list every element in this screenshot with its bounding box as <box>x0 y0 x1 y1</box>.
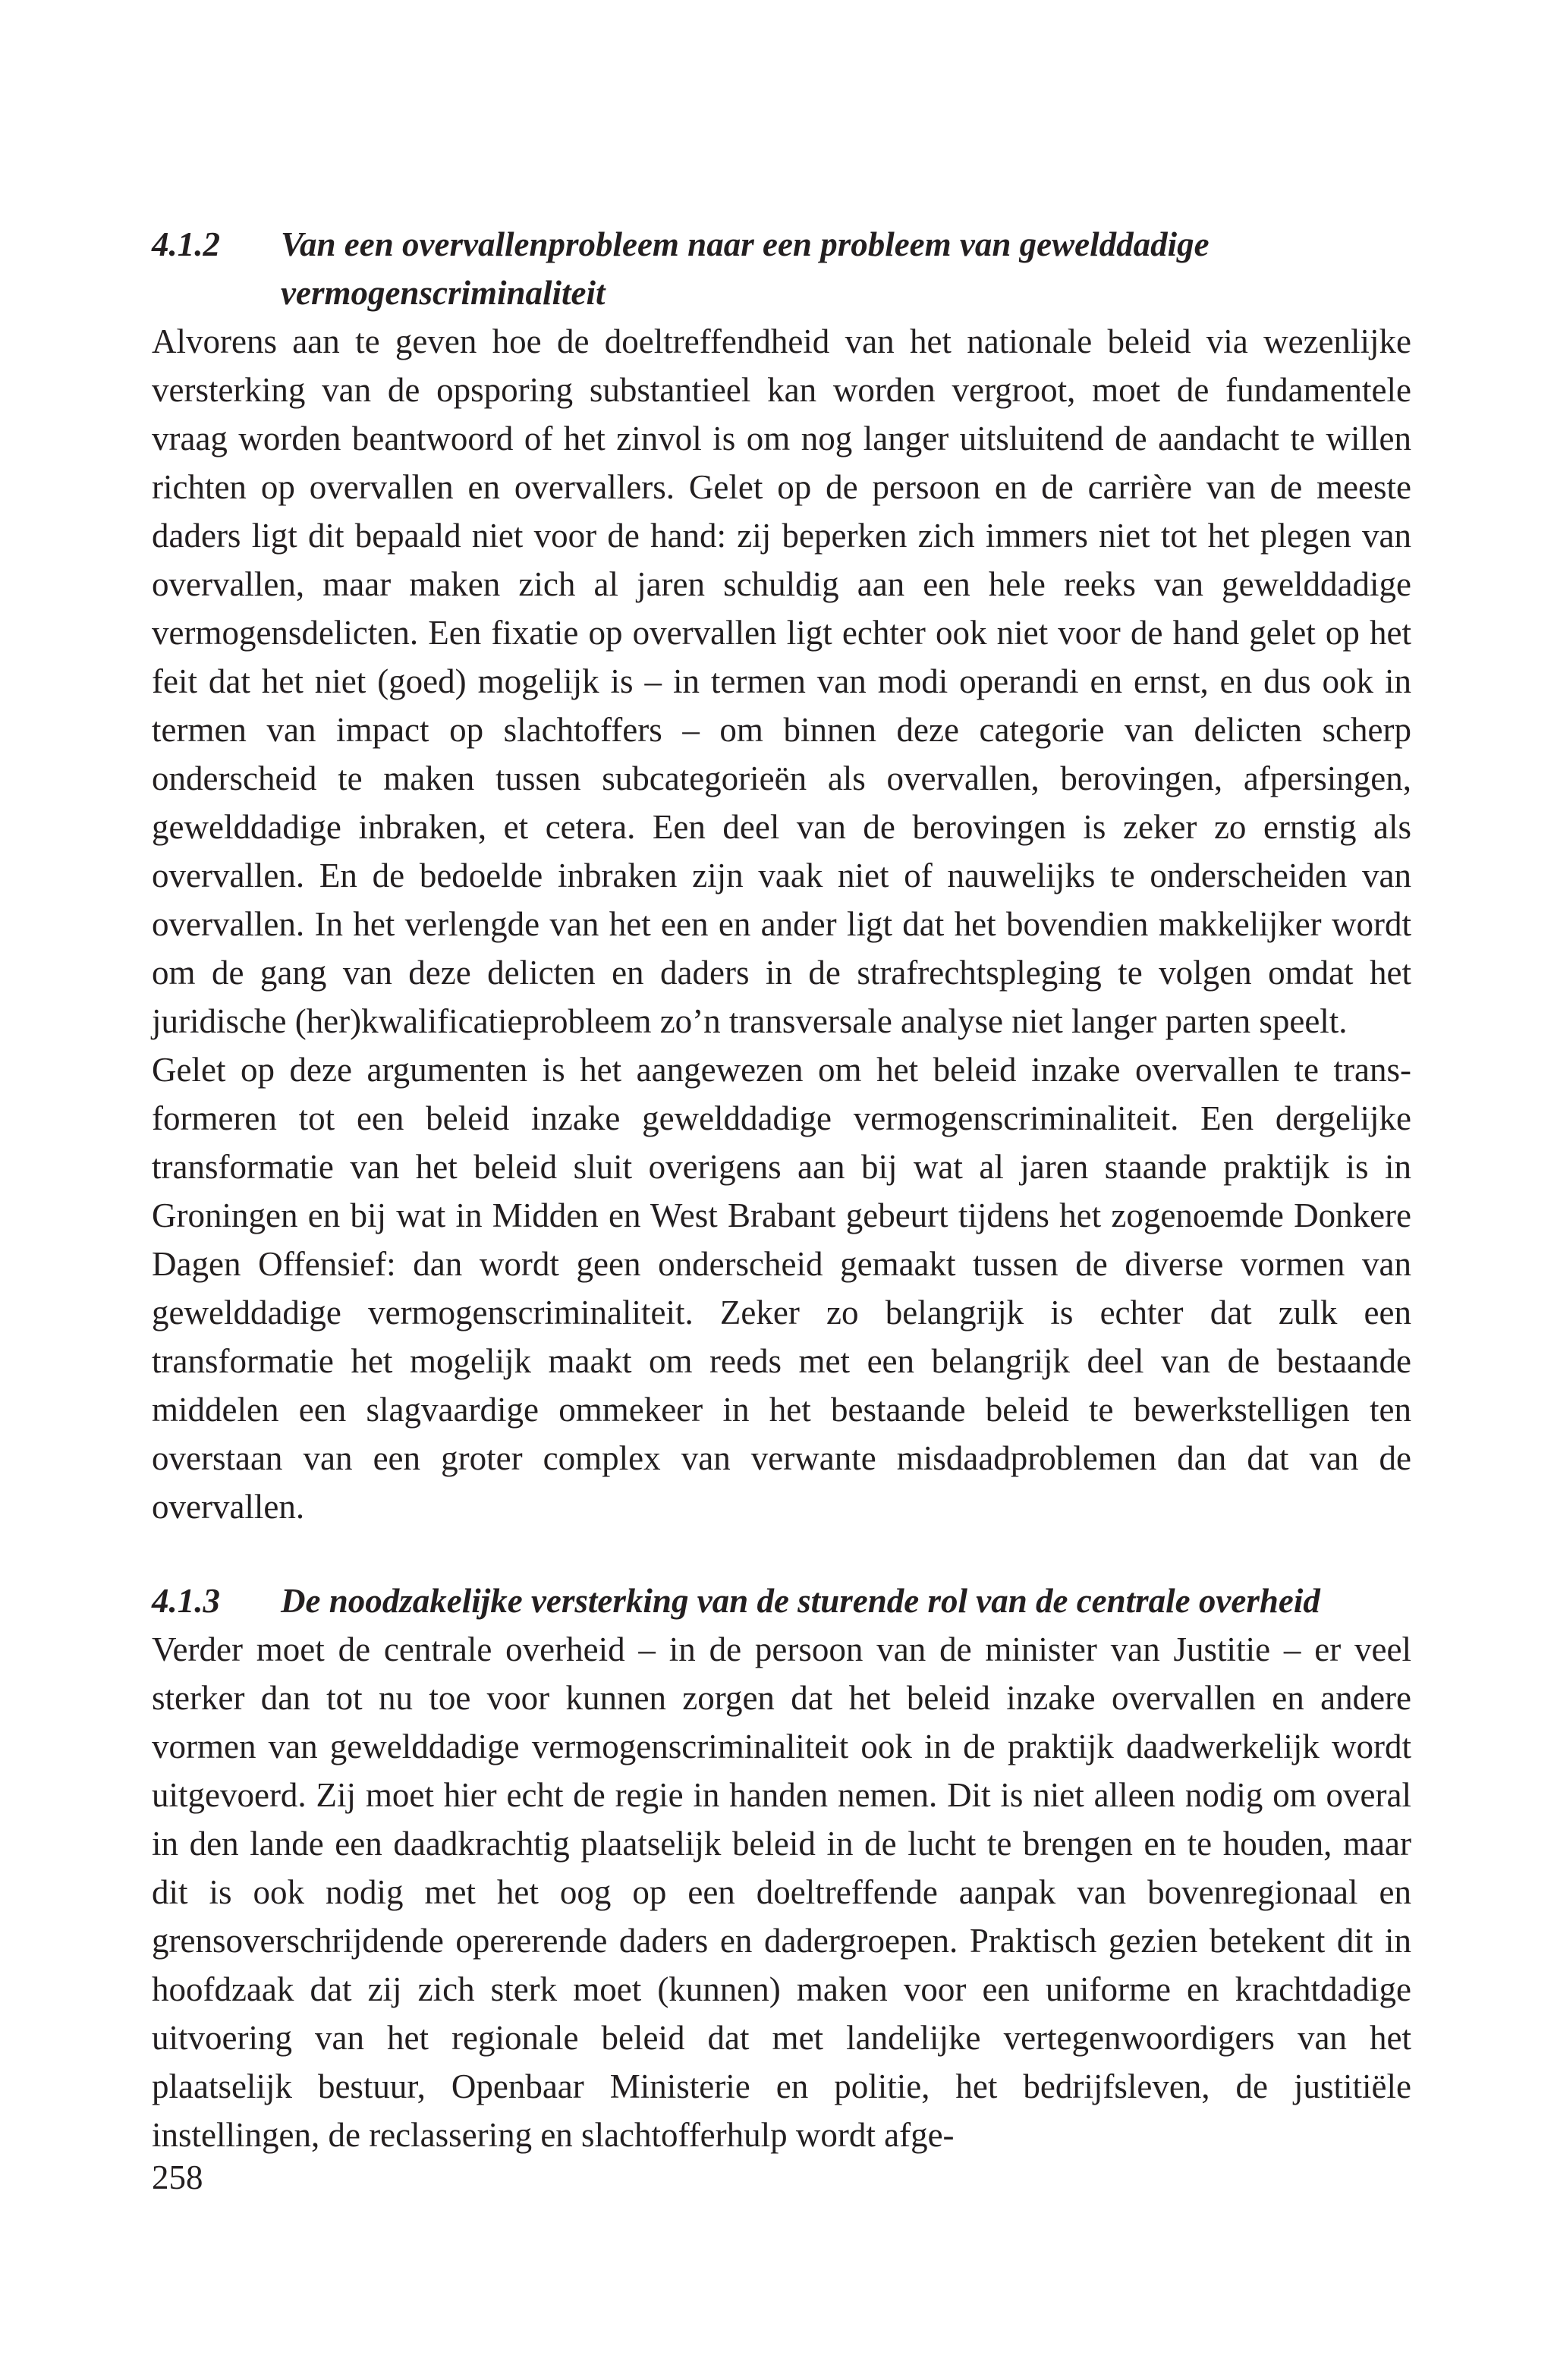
section-number: 4.1.3 <box>152 1582 220 1620</box>
section-heading <box>152 220 1411 317</box>
page-number: 258 <box>152 2158 203 2196</box>
body-paragraph: Gelet op deze argumenten is het aangewezen om het beleid inzake overvallen te transformeren tot een beleid inzake gewelddadige vermogenscriminaliteit. Een dergelijke transformatie van het beleid sluit overigens aan bij wat al jaren staande praktijk is in Groningen en bij wat in Midden en West Brabant gebeurt tijdens het zogenoemde Donkere Dagen Offensief: dan wordt geen onderscheid gemaakt tussen de diverse vormen van gewelddadige vermogenscriminaliteit. Zeker zo belangrijk is echter dat zulk een transformatie het mogelijk maakt om reeds met een belangrijk deel van de bestaande middelen een slagvaardige ommekeer in het bestaande beleid te bewerkstelligen ten overstaan van een groter complex van verwante misdaadproblemen dan dat van de overvallen. <box>152 1051 1411 1526</box>
section-number: 4.1.2 <box>152 225 220 263</box>
section-title: Van een overvallenprobleem naar een probleem van gewelddadige vermogenscriminaliteit <box>281 225 1210 312</box>
body-paragraph: Alvorens aan te geven hoe de doeltreffendheid van het nationale beleid via wezenlijke versterking van de opsporing substantieel kan worden vergroot, moet de fundamentele vraag worden beantwoord of het zinvol is om nog langer uitsluitend de aandacht te willen richten op overvallen en overvallers. Gelet op de persoon en de carrière van de meeste daders ligt dit bepaald niet voor de hand: zij beperken zich immers niet tot het plegen van overvallen, maar maken zich al jaren schuldig aan een hele reeks van gewelddadige vermogensdelicten. Een fixatie op overvallen ligt echter ook niet voor de hand gelet op het feit dat het niet (goed) mogelijk is – in termen van modi operandi en ernst, en dus ook in termen van impact op slachtoffers – om binnen deze categorie van delicten scherp onderscheid te maken tussen subcategorieën als overvallen, berovingen, afpersingen, gewelddadige inbraken, et cetera. Een deel van de berovingen is zeker zo ernstig als overvallen. En de bedoelde inbraken zijn vaak niet of nauwelijks te onderscheiden van overvallen. In het verlengde van het een en ander ligt dat het bovendien makkelijker wordt om de gang van deze delicten en daders in de strafrechtspleging te volgen omdat het juridische (her)kwalificatieprobleem zo’n transversale analyse niet langer parten speelt. <box>152 322 1411 1040</box>
section-4-1-3 <box>152 1577 1411 2159</box>
page-body <box>152 220 1411 2159</box>
section-title: De noodzakelijke versterking van de sturende rol van de centrale overheid <box>281 1582 1320 1620</box>
section-4-1-2 <box>152 220 1411 1531</box>
section-spacer <box>152 1531 1411 1577</box>
body-paragraph: Verder moet de centrale overheid – in de persoon van de minister van Justitie – er veel sterker dan tot nu toe voor kunnen zorgen dat het beleid inzake overvallen en andere vormen van gewelddadige vermogenscriminaliteit ook in de praktijk daadwerkelijk wordt uitgevoerd. Zij moet hier echt de regie in handen nemen. Dit is niet alleen nodig om overal in den lande een daadkrachtig plaatselijk beleid in de lucht te brengen en te houden, maar dit is ook nodig met het oog op een doeltreffende aanpak van bovenregionaal en grensoverschrijdende opererende daders en dadergroepen. Praktisch gezien betekent dit in hoofdzaak dat zij zich sterk moet (kunnen) maken voor een uniforme en krachtdadige uitvoering van het regionale beleid dat met landelijke vertegenwoordigers van het plaatselijk bestuur, Openbaar Ministerie en politie, het bedrijfsleven, de justitiële instellingen, de reclassering en slachtofferhulp wordt afge- <box>152 1630 1411 2154</box>
section-heading <box>152 1577 1411 1625</box>
